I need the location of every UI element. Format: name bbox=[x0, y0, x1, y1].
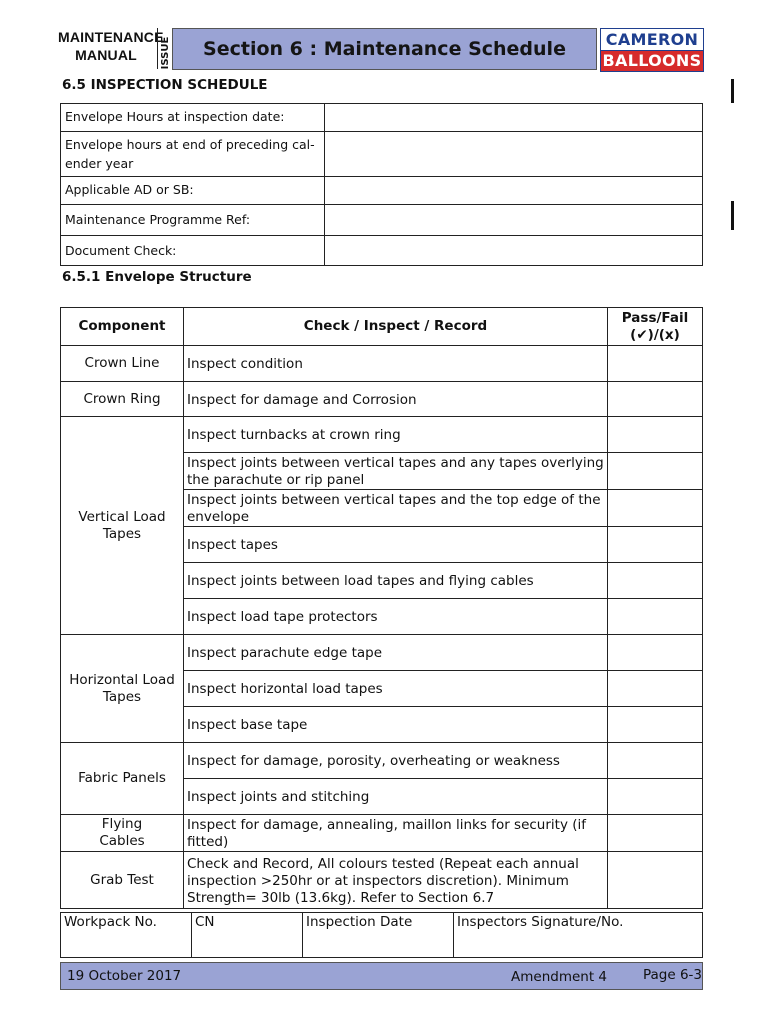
cameron-balloons-logo bbox=[600, 28, 704, 72]
pass-fail-cell[interactable] bbox=[608, 346, 703, 382]
envelope-structure-table bbox=[60, 307, 703, 909]
table-row bbox=[61, 104, 703, 132]
manual-title-line1: MAINTENANCE bbox=[58, 29, 164, 45]
check-cell: Inspect condition bbox=[184, 346, 608, 382]
table-row bbox=[61, 815, 703, 852]
inspection-schedule-heading: 6.5 INSPECTION SCHEDULE bbox=[62, 77, 268, 93]
check-cell: Check and Record, All colours tested (Repeat each annual inspection >250hr or at inspectors discretion). Minimum Strength= 30lb (13.6kg). Refer to Section 6.7 bbox=[184, 852, 608, 909]
check-cell: Inspect joints and stitching bbox=[184, 779, 608, 815]
table-row bbox=[61, 743, 703, 779]
component-cell: Vertical Load Tapes bbox=[61, 417, 184, 635]
check-cell: Inspect joints between vertical tapes and the top edge of the envelope bbox=[184, 490, 608, 527]
inspection-info-table bbox=[60, 103, 703, 266]
cn-field[interactable]: CN bbox=[192, 913, 303, 958]
info-value-field[interactable] bbox=[325, 177, 703, 205]
passfail-line1: Pass/Fail bbox=[621, 309, 689, 326]
pass-fail-cell[interactable] bbox=[608, 852, 703, 909]
component-cell: Grab Test bbox=[61, 852, 184, 909]
table-header-row bbox=[61, 308, 703, 346]
table-row bbox=[61, 346, 703, 382]
pass-fail-cell[interactable] bbox=[608, 779, 703, 815]
info-value-field[interactable] bbox=[325, 236, 703, 266]
check-cell: Inspect for damage, annealing, maillon links for security (if fitted) bbox=[184, 815, 608, 852]
info-label: Applicable AD or SB: bbox=[61, 177, 325, 205]
pass-fail-cell[interactable] bbox=[608, 417, 703, 453]
component-cell: Horizontal Load Tapes bbox=[61, 635, 184, 743]
info-value-field[interactable] bbox=[325, 132, 703, 177]
change-bar bbox=[731, 79, 734, 103]
section-title: Section 6 : Maintenance Schedule bbox=[172, 28, 597, 70]
pass-fail-cell[interactable] bbox=[608, 743, 703, 779]
manual-title-line2: MANUAL bbox=[75, 47, 137, 63]
column-header-check: Check / Inspect / Record bbox=[184, 308, 608, 346]
pass-fail-cell[interactable] bbox=[608, 527, 703, 563]
logo-bottom-text: BALLOONS bbox=[602, 51, 702, 70]
check-cell: Inspect horizontal load tapes bbox=[184, 671, 608, 707]
table-row bbox=[61, 177, 703, 205]
check-cell: Inspect joints between load tapes and flying cables bbox=[184, 563, 608, 599]
issue-label: ISSUE bbox=[160, 36, 171, 70]
workpack-no-field[interactable]: Workpack No. bbox=[61, 913, 192, 958]
inspector-signature-field[interactable]: Inspectors Signature/No. bbox=[454, 913, 703, 958]
component-cell: Crown Line bbox=[61, 346, 184, 382]
check-cell: Inspect parachute edge tape bbox=[184, 635, 608, 671]
table-row bbox=[61, 913, 703, 958]
column-header-component: Component bbox=[61, 308, 184, 346]
table-row bbox=[61, 852, 703, 909]
envelope-structure-heading: 6.5.1 Envelope Structure bbox=[62, 269, 252, 285]
info-label: Envelope hours at end of preceding cal- ender year bbox=[61, 132, 325, 177]
footer-bar bbox=[60, 962, 703, 990]
table-row bbox=[61, 205, 703, 236]
check-cell: Inspect for damage and Corrosion bbox=[184, 382, 608, 417]
info-label: Maintenance Programme Ref: bbox=[61, 205, 325, 236]
table-row bbox=[61, 132, 703, 177]
footer-date: 19 October 2017 bbox=[67, 968, 182, 984]
check-cell: Inspect tapes bbox=[184, 527, 608, 563]
info-label: Envelope Hours at inspection date: bbox=[61, 104, 325, 132]
pass-fail-cell[interactable] bbox=[608, 599, 703, 635]
component-cell: Flying Cables bbox=[61, 815, 184, 852]
pass-fail-cell[interactable] bbox=[608, 382, 703, 417]
pass-fail-cell[interactable] bbox=[608, 490, 703, 527]
pass-fail-cell[interactable] bbox=[608, 635, 703, 671]
pass-fail-cell[interactable] bbox=[608, 815, 703, 852]
change-bar bbox=[731, 201, 734, 230]
check-cell: Inspect turnbacks at crown ring bbox=[184, 417, 608, 453]
component-cell: Fabric Panels bbox=[61, 743, 184, 815]
check-cell: Inspect joints between vertical tapes and any tapes overlying the parachute or rip panel bbox=[184, 453, 608, 490]
pass-fail-cell[interactable] bbox=[608, 563, 703, 599]
manual-title bbox=[58, 28, 164, 64]
logo-top-text: CAMERON bbox=[601, 29, 703, 51]
info-value-field[interactable] bbox=[325, 205, 703, 236]
info-label: Document Check: bbox=[61, 236, 325, 266]
table-row bbox=[61, 236, 703, 266]
workpack-table bbox=[60, 912, 703, 958]
table-row bbox=[61, 417, 703, 453]
passfail-line2: (✔)/(x) bbox=[630, 326, 680, 343]
check-cell: Inspect base tape bbox=[184, 707, 608, 743]
check-cell: Inspect for damage, porosity, overheating or weakness bbox=[184, 743, 608, 779]
column-header-passfail bbox=[608, 308, 703, 346]
info-value-field[interactable] bbox=[325, 104, 703, 132]
inspection-date-field[interactable]: Inspection Date bbox=[303, 913, 454, 958]
pass-fail-cell[interactable] bbox=[608, 671, 703, 707]
check-cell: Inspect load tape protectors bbox=[184, 599, 608, 635]
table-row bbox=[61, 635, 703, 671]
pass-fail-cell[interactable] bbox=[608, 453, 703, 490]
footer-page-number: Page 6-3 bbox=[642, 967, 702, 983]
table-row bbox=[61, 382, 703, 417]
component-cell: Crown Ring bbox=[61, 382, 184, 417]
footer-amendment: Amendment 4 bbox=[511, 969, 608, 985]
pass-fail-cell[interactable] bbox=[608, 707, 703, 743]
